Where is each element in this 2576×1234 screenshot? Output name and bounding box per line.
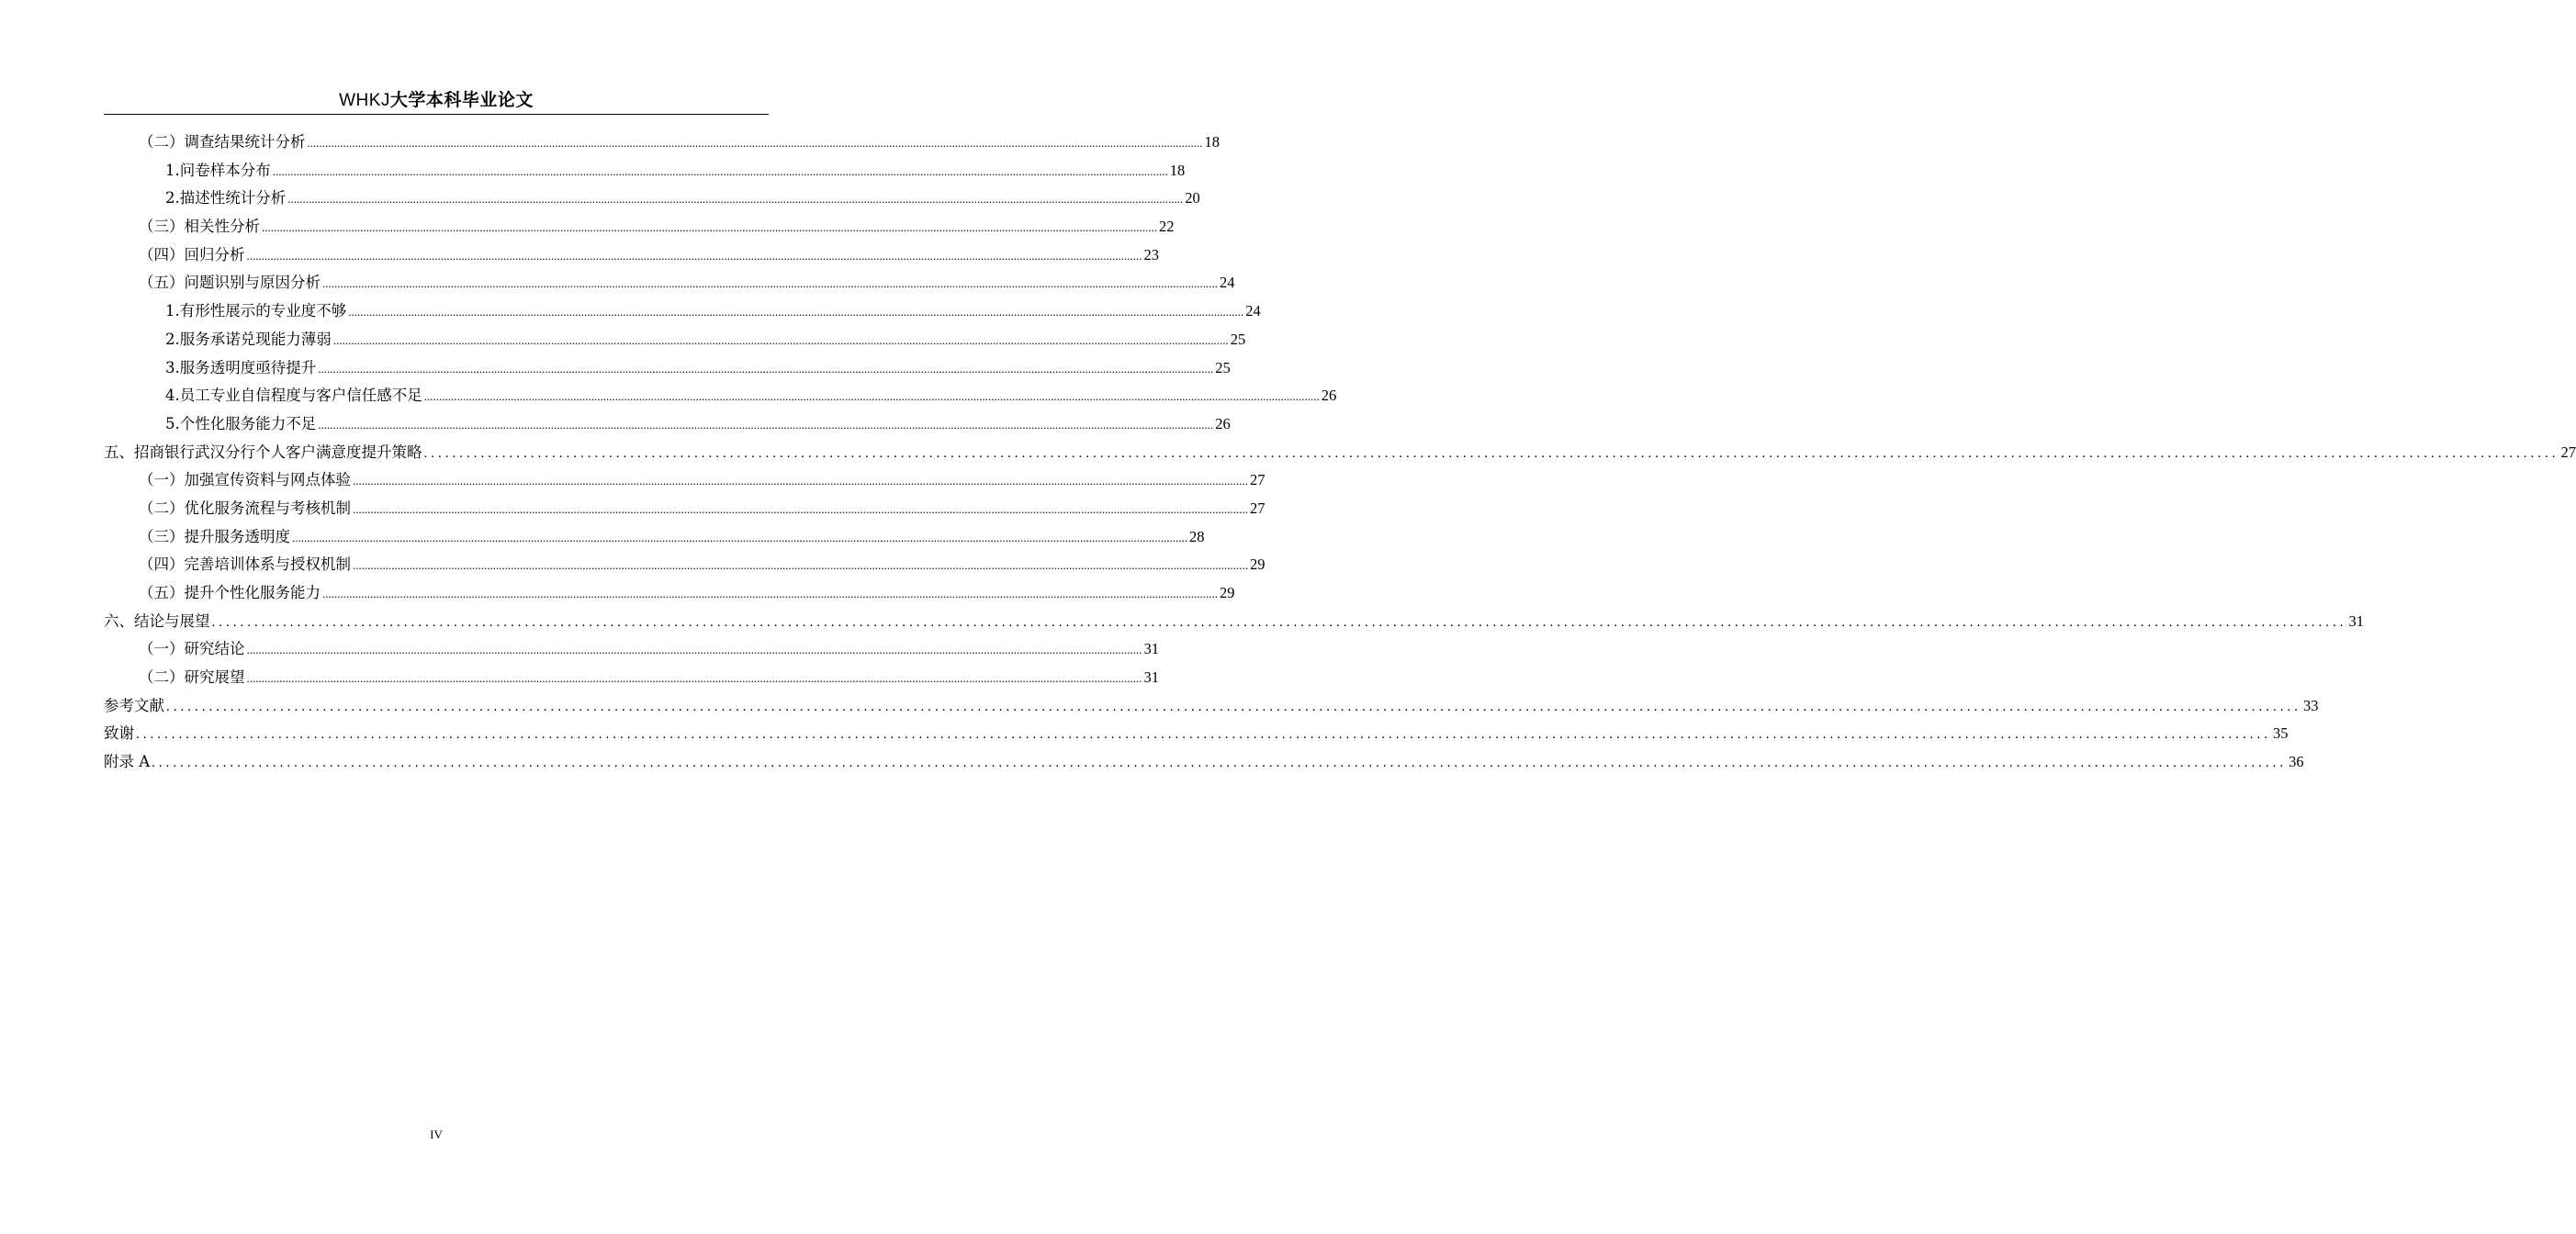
toc-entry-page: 27 xyxy=(1250,499,1266,517)
toc-entry-page: 27 xyxy=(1250,471,1266,489)
toc-entry-title: 2.服务承诺兑现能力薄弱 xyxy=(165,330,332,348)
toc-entry-title: 致谢 xyxy=(104,724,134,743)
toc-entry-title: 5.个性化服务能力不足 xyxy=(165,414,317,432)
toc-dot-leader: ............................................................................................................................................................................................................................................................................................................ xyxy=(348,305,1244,320)
toc-entry[interactable] xyxy=(104,382,1337,410)
toc-entry[interactable] xyxy=(104,635,1159,664)
toc-entry-page: 33 xyxy=(2303,696,2319,714)
toc-entry[interactable] xyxy=(104,157,1186,185)
toc-entry[interactable] xyxy=(104,466,1266,495)
table-of-contents xyxy=(104,129,2576,777)
toc-dot-leader: ............................................................................................................................................................................................................................................................................................................ xyxy=(292,530,1187,544)
toc-entry-page: 35 xyxy=(2273,724,2289,743)
toc-entry-title: 4.员工专业自信程度与客户信任感不足 xyxy=(165,387,422,405)
toc-entry-title: 六、结论与展望 xyxy=(104,611,210,630)
toc-entry-page: 25 xyxy=(1215,358,1231,376)
toc-entry[interactable] xyxy=(104,269,1235,297)
toc-entry[interactable] xyxy=(104,551,1266,579)
toc-dot-leader: ............................................................................................................................................................................................................................................................................................................ xyxy=(423,389,1320,404)
toc-dot-leader: ............................................................................................................................................................................................................................................................................................................ xyxy=(287,192,1184,207)
toc-entry[interactable] xyxy=(104,608,2364,636)
toc-dot-leader: ............................................................................................................................................................................................................................................................................................................ xyxy=(152,756,2288,771)
toc-entry[interactable] xyxy=(104,720,2289,748)
toc-entry-title: 五、招商银行武汉分行个人客户满意度提升策略 xyxy=(104,443,422,461)
header-title: 大学本科毕业论文 xyxy=(389,90,534,110)
toc-dot-leader: ............................................................................................................................................................................................................................................................................................................ xyxy=(246,671,1142,686)
toc-dot-leader: ............................................................................................................................................................................................................................................................................................................ xyxy=(332,332,1229,347)
toc-entry[interactable] xyxy=(104,410,1231,439)
toc-entry-page: 22 xyxy=(1159,218,1175,236)
toc-dot-leader: ............................................................................................................................................................................................................................................................................................................ xyxy=(136,727,2271,743)
toc-dot-leader: ............................................................................................................................................................................................................................................................................................................ xyxy=(353,501,1248,516)
toc-entry-page: 18 xyxy=(1169,161,1186,179)
toc-entry-page: 31 xyxy=(1143,640,1159,658)
toc-entry[interactable] xyxy=(104,692,2319,721)
toc-entry-title: （一）加强宣传资料与网点体验 xyxy=(139,471,351,489)
toc-dot-leader: ............................................................................................................................................................................................................................................................................................................ xyxy=(322,587,1218,600)
toc-entry-page: 23 xyxy=(1143,245,1159,264)
toc-entry-page: 20 xyxy=(1185,189,1200,208)
toc-entry-page: 36 xyxy=(2289,753,2304,771)
toc-dot-leader: ............................................................................................................................................................................................................................................................................................................ xyxy=(353,558,1248,573)
toc-entry-title: （二）优化服务流程与考核机制 xyxy=(139,499,351,517)
toc-entry-page: 29 xyxy=(1250,555,1266,574)
toc-entry[interactable] xyxy=(104,354,1231,383)
toc-entry[interactable] xyxy=(104,523,1205,552)
toc-entry-title: 附录 A xyxy=(104,753,151,771)
toc-entry-page: 31 xyxy=(1143,668,1159,687)
toc-entry-page: 24 xyxy=(1220,274,1235,292)
toc-dot-leader: ............................................................................................................................................................................................................................................................................................................ xyxy=(322,276,1218,291)
toc-entry-title: （五）问题识别与原因分析 xyxy=(139,274,321,292)
toc-entry-page: 18 xyxy=(1204,133,1220,151)
toc-entry-title: （四）完善培训体系与授权机制 xyxy=(139,555,351,574)
toc-entry-title: （四）回归分析 xyxy=(139,245,245,264)
toc-dot-leader: ............................................................................................................................................................................................................................................................................................................ xyxy=(318,417,1214,432)
toc-entry-title: （二）调查结果统计分析 xyxy=(139,133,306,151)
toc-dot-leader: ............................................................................................................................................................................................................................................................................................................ xyxy=(272,163,1168,178)
header-lead: WHKJ xyxy=(339,91,390,110)
toc-dot-leader: ............................................................................................................................................................................................................................................................................................................ xyxy=(246,248,1142,263)
toc-entry-title: （一）研究结论 xyxy=(139,640,245,658)
toc-entry[interactable] xyxy=(104,297,1261,326)
toc-entry-page: 29 xyxy=(1220,584,1235,601)
toc-entry-page: 28 xyxy=(1189,527,1205,545)
toc-entry-title: 3.服务透明度亟待提升 xyxy=(165,358,317,376)
toc-entry[interactable] xyxy=(104,326,1246,354)
toc-entry-title: （三）相关性分析 xyxy=(139,218,260,236)
toc-entry[interactable] xyxy=(104,495,1266,523)
toc-entry-title: （三）提升服务透明度 xyxy=(139,527,290,545)
toc-entry-title: 1.问卷样本分布 xyxy=(165,161,271,179)
toc-entry[interactable] xyxy=(104,579,1235,608)
toc-entry-title: （二）研究展望 xyxy=(139,668,245,687)
toc-dot-leader: ............................................................................................................................................................................................................................................................................................................ xyxy=(211,614,2347,630)
toc-entry[interactable] xyxy=(104,185,1200,213)
toc-entry-page: 26 xyxy=(1215,414,1231,432)
toc-dot-leader: ............................................................................................................................................................................................................................................................................................................ xyxy=(353,474,1248,488)
toc-dot-leader: ............................................................................................................................................................................................................................................................................................................ xyxy=(246,643,1142,657)
toc-dot-leader: ............................................................................................................................................................................................................................................................................................................ xyxy=(166,699,2301,714)
toc-entry-title: （五）提升个性化服务能力 xyxy=(139,584,321,601)
toc-entry[interactable] xyxy=(104,748,2304,777)
toc-entry[interactable] xyxy=(104,129,1220,157)
toc-dot-leader: ............................................................................................................................................................................................................................................................................................................ xyxy=(262,220,1157,235)
toc-entry[interactable] xyxy=(104,241,1159,270)
toc-entry-page: 24 xyxy=(1245,302,1261,320)
toc-dot-leader: ............................................................................................................................................................................................................................................................................................................ xyxy=(423,445,2559,461)
toc-entry-page: 27 xyxy=(2560,443,2576,461)
page-header xyxy=(104,86,769,115)
toc-entry-title: 参考文献 xyxy=(104,696,164,714)
toc-entry[interactable] xyxy=(104,664,1159,692)
toc-entry-title: 1.有形性展示的专业度不够 xyxy=(165,302,347,320)
toc-entry-page: 26 xyxy=(1321,387,1337,405)
page-number: IV xyxy=(430,1127,443,1141)
toc-entry-page: 25 xyxy=(1230,330,1246,348)
toc-entry-title: 2.描述性统计分析 xyxy=(165,189,287,208)
toc-dot-leader: ............................................................................................................................................................................................................................................................................................................ xyxy=(318,361,1214,376)
toc-entry[interactable] xyxy=(104,439,2576,467)
toc-dot-leader: ............................................................................................................................................................................................................................................................................................................ xyxy=(307,136,1203,150)
toc-entry[interactable] xyxy=(104,213,1175,241)
toc-entry-page: 31 xyxy=(2348,611,2364,630)
